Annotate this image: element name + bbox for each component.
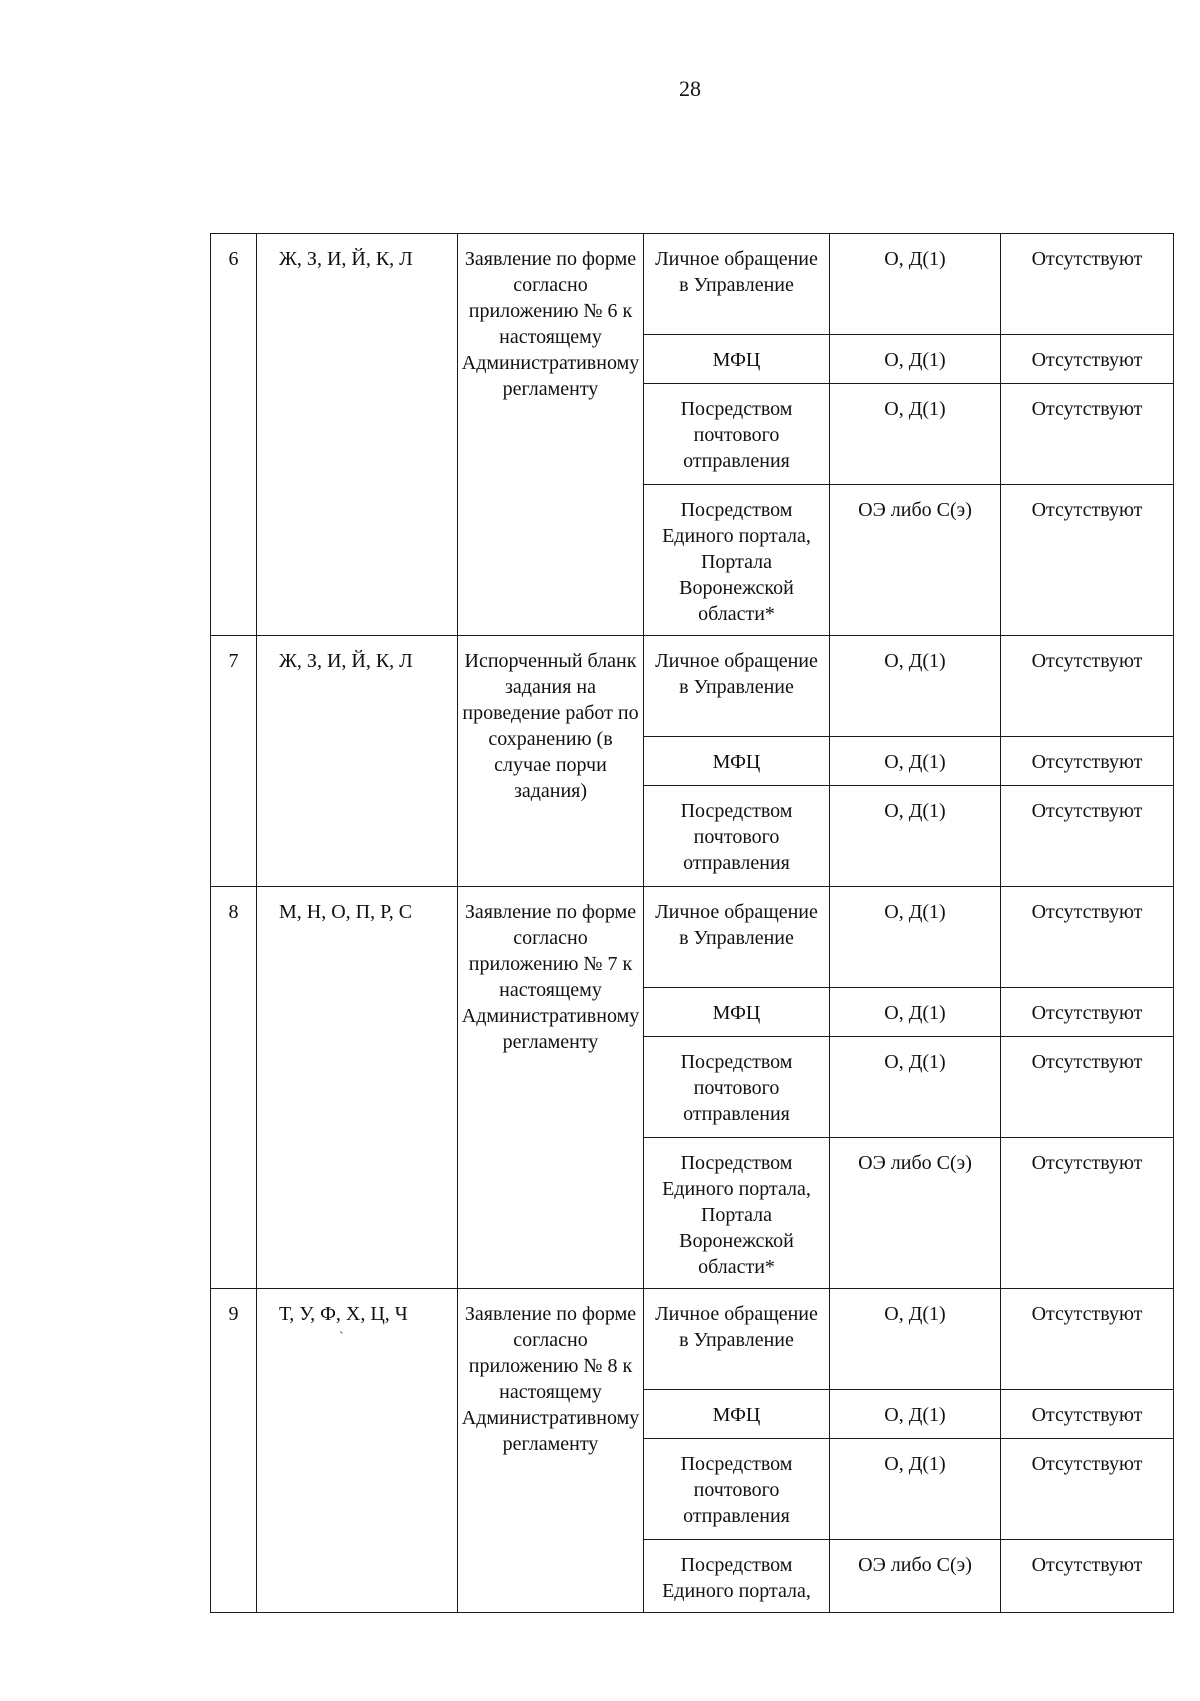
row-letters: М, Н, О, П, Р, С <box>257 887 458 1289</box>
requirements: Отсутствуют <box>1001 988 1174 1037</box>
row-number: 7 <box>211 636 257 887</box>
submission-method: Личное обращение в Управление <box>644 887 830 988</box>
submission-method: МФЦ <box>644 1390 830 1439</box>
requirements: Отсутствуют <box>1001 1037 1174 1138</box>
submission-method: МФЦ <box>644 988 830 1037</box>
submission-method: Посредством Единого портала, Портала Воронежской области* <box>644 485 830 636</box>
submission-method: Посредством Единого портала, <box>644 1540 830 1613</box>
document-form: О, Д(1) <box>830 786 1001 887</box>
page-number: 28 <box>679 76 701 101</box>
table-row <box>211 1289 1174 1390</box>
table-row <box>211 887 1174 988</box>
row-document: Заявление по форме согласно приложению № 8 к настоящему Административному регламенту <box>458 1289 644 1613</box>
row-letters: Ж, З, И, Й, К, Л <box>257 234 458 636</box>
requirements: Отсутствуют <box>1001 1138 1174 1289</box>
requirements: Отсутствуют <box>1001 1289 1174 1390</box>
submission-method: МФЦ <box>644 335 830 384</box>
row-document: Заявление по форме согласно приложению № 7 к настоящему Административному регламенту <box>458 887 644 1289</box>
document-form: О, Д(1) <box>830 1037 1001 1138</box>
row-number: 6 <box>211 234 257 636</box>
submission-method: МФЦ <box>644 737 830 786</box>
submission-method: Посредством почтового отправления <box>644 786 830 887</box>
document-form: О, Д(1) <box>830 1390 1001 1439</box>
documents-table <box>210 233 1174 1613</box>
document-form: О, Д(1) <box>830 335 1001 384</box>
document-form: О, Д(1) <box>830 887 1001 988</box>
requirements: Отсутствуют <box>1001 737 1174 786</box>
submission-method: Посредством почтового отправления <box>644 1037 830 1138</box>
row-number: 9 <box>211 1289 257 1613</box>
requirements: Отсутствуют <box>1001 234 1174 335</box>
document-form: ОЭ либо С(э) <box>830 485 1001 636</box>
stray-mark: ˋ <box>339 1330 344 1345</box>
row-number: 8 <box>211 887 257 1289</box>
requirements: Отсутствуют <box>1001 1439 1174 1540</box>
row-letters: Ж, З, И, Й, К, Л <box>257 636 458 887</box>
submission-method: Посредством Единого портала, Портала Воронежской области* <box>644 1138 830 1289</box>
submission-method: Посредством почтового отправления <box>644 1439 830 1540</box>
document-form: О, Д(1) <box>830 1439 1001 1540</box>
document-form: О, Д(1) <box>830 1289 1001 1390</box>
document-form: О, Д(1) <box>830 234 1001 335</box>
row-letters: Т, У, Ф, Х, Ц, Ч <box>279 1303 408 1325</box>
document-form: ОЭ либо С(э) <box>830 1138 1001 1289</box>
document-form: О, Д(1) <box>830 636 1001 737</box>
requirements: Отсутствуют <box>1001 384 1174 485</box>
submission-method: Личное обращение в Управление <box>644 234 830 335</box>
document-form: О, Д(1) <box>830 988 1001 1037</box>
row-document: Заявление по форме согласно приложению № 6 к настоящему Административному регламенту <box>458 234 644 636</box>
submission-method: Личное обращение в Управление <box>644 1289 830 1390</box>
requirements: Отсутствуют <box>1001 786 1174 887</box>
submission-method: Посредством почтового отправления <box>644 384 830 485</box>
submission-method: Личное обращение в Управление <box>644 636 830 737</box>
table-row <box>211 234 1174 335</box>
requirements: Отсутствуют <box>1001 887 1174 988</box>
requirements: Отсутствуют <box>1001 1390 1174 1439</box>
document-form: О, Д(1) <box>830 384 1001 485</box>
requirements: Отсутствуют <box>1001 335 1174 384</box>
document-form: ОЭ либо С(э) <box>830 1540 1001 1613</box>
row-letters-cell <box>257 1289 458 1613</box>
requirements: Отсутствуют <box>1001 636 1174 737</box>
table-row <box>211 636 1174 737</box>
document-form: О, Д(1) <box>830 737 1001 786</box>
row-document: Испорченный бланк задания на проведение работ по сохранению (в случае порчи задания) <box>458 636 644 887</box>
requirements: Отсутствуют <box>1001 485 1174 636</box>
requirements: Отсутствуют <box>1001 1540 1174 1613</box>
